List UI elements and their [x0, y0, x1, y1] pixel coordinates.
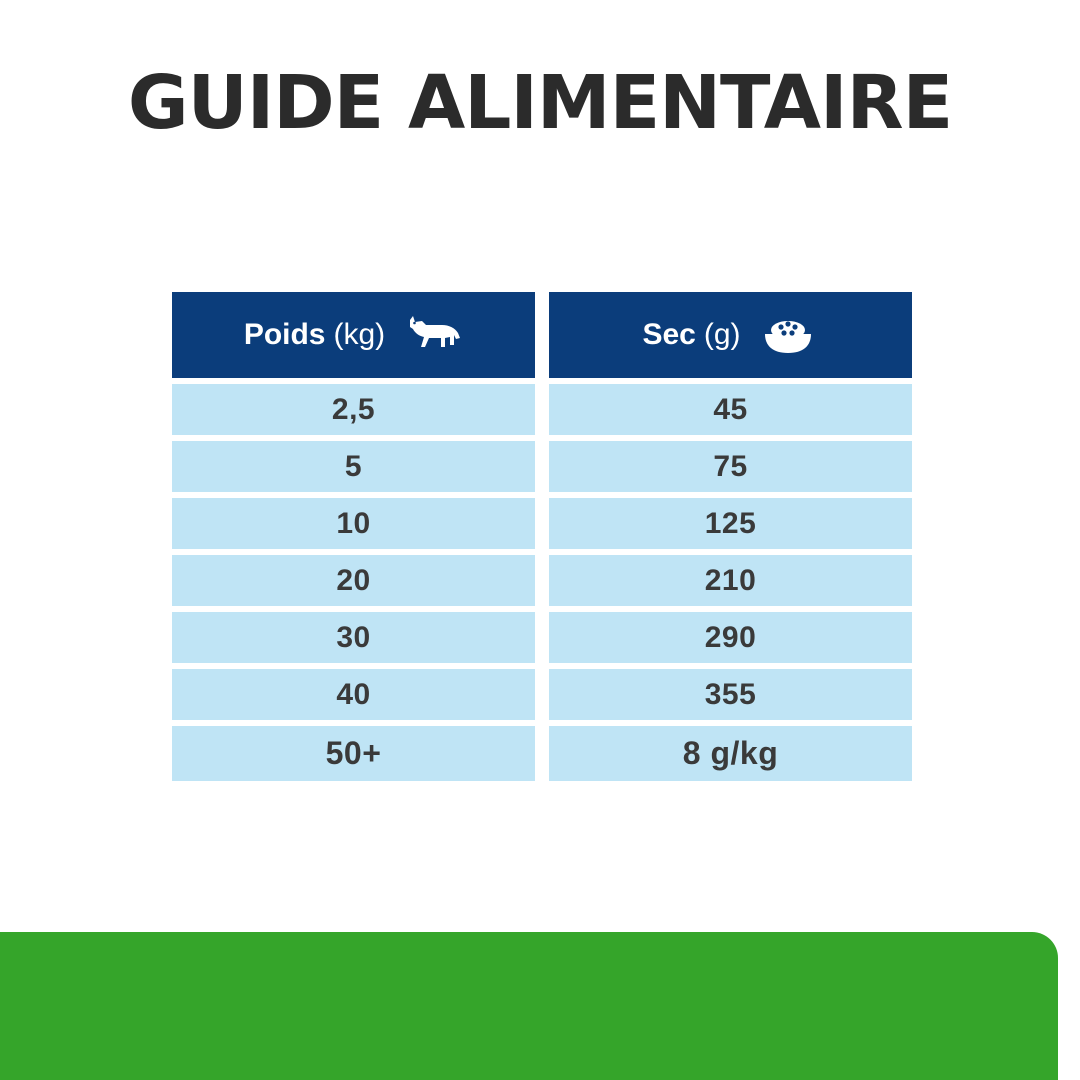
footer-band: [0, 932, 1058, 1080]
cell-dry-food: 45: [549, 384, 912, 435]
cell-dry-food: 75: [549, 441, 912, 492]
feeding-guide-table: [172, 292, 912, 781]
food-bowl-icon: [757, 312, 819, 358]
column-header-dry-food: [549, 292, 912, 378]
cell-dry-food: 210: [549, 555, 912, 606]
dog-icon: [401, 312, 463, 358]
cell-weight: 50+: [172, 726, 535, 781]
cell-dry-food: 290: [549, 612, 912, 663]
column-weight: [172, 292, 535, 781]
column-header-dry-food-label: Sec: [642, 318, 696, 351]
page-title: GUIDE ALIMENTAIRE: [127, 60, 953, 146]
cell-weight: 2,5: [172, 384, 535, 435]
cell-dry-food: 8 g/kg: [549, 726, 912, 781]
cell-weight: 10: [172, 498, 535, 549]
column-dry-food: [549, 292, 912, 781]
cell-dry-food: 355: [549, 669, 912, 720]
cell-weight: 40: [172, 669, 535, 720]
cell-weight: 5: [172, 441, 535, 492]
column-header-weight-text: [244, 318, 385, 352]
column-header-dry-food-unit: (g): [703, 318, 741, 351]
column-header-dry-food-text: [642, 318, 740, 352]
cell-dry-food: 125: [549, 498, 912, 549]
column-header-weight-label: Poids: [243, 318, 326, 351]
cell-weight: 30: [172, 612, 535, 663]
cell-weight: 20: [172, 555, 535, 606]
column-header-weight-unit: (kg): [333, 318, 386, 351]
column-header-weight: [172, 292, 535, 378]
